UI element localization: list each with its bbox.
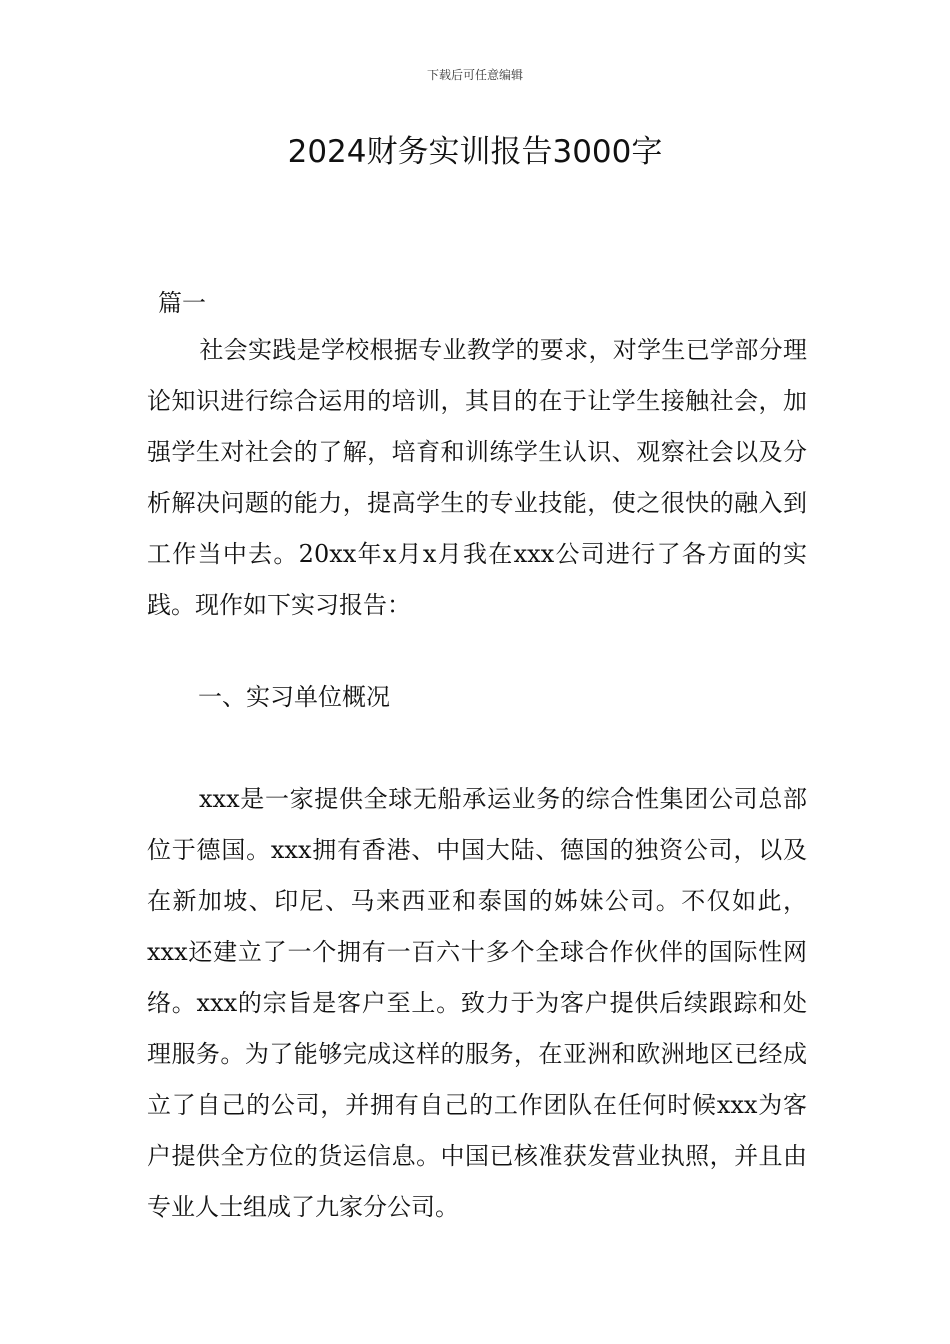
paragraph-intro (147, 325, 807, 631)
paragraph-company-overview-text: xxx是一家提供全球无船承运业务的综合性集团公司总部位于德国。xxx拥有香港、中国大陆、德国的独资公司，以及在新加坡、印尼、马来西亚和泰国的姊妹公司。不仅如此，xxx还建立了一个拥有一百六十多个全球合作伙伴的国际性网络。xxx的宗旨是客户至上。致力于为客户提供后续跟踪和处理服务。为了能够完成这样的服务，在亚洲和欧洲地区已经成立了自己的公司，并拥有自己的工作团队在任何时候xxx为客户提供全方位的货运信息。中国已核准获发营业执照，并且由专业人士组成了九家分公司。 (147, 785, 807, 1221)
section-marker: 篇一 (158, 289, 206, 317)
paragraph-company-overview (147, 774, 807, 1233)
document-title: 2024财务实训报告3000字 (287, 134, 663, 170)
header-note: 下载后可任意编辑 (426, 68, 523, 82)
section-heading: 一、实习单位概况 (198, 683, 390, 711)
paragraph-intro-text: 社会实践是学校根据专业教学的要求，对学生已学部分理论知识进行综合运用的培训，其目的在于让学生接触社会，加强学生对社会的了解，培育和训练学生认识、观察社会以及分析解决问题的能力，提高学生的专业技能，使之很快的融入到工作当中去。20xx年x月x月我在xxx公司进行了各方面的实践。现作如下实习报告： (147, 336, 807, 619)
